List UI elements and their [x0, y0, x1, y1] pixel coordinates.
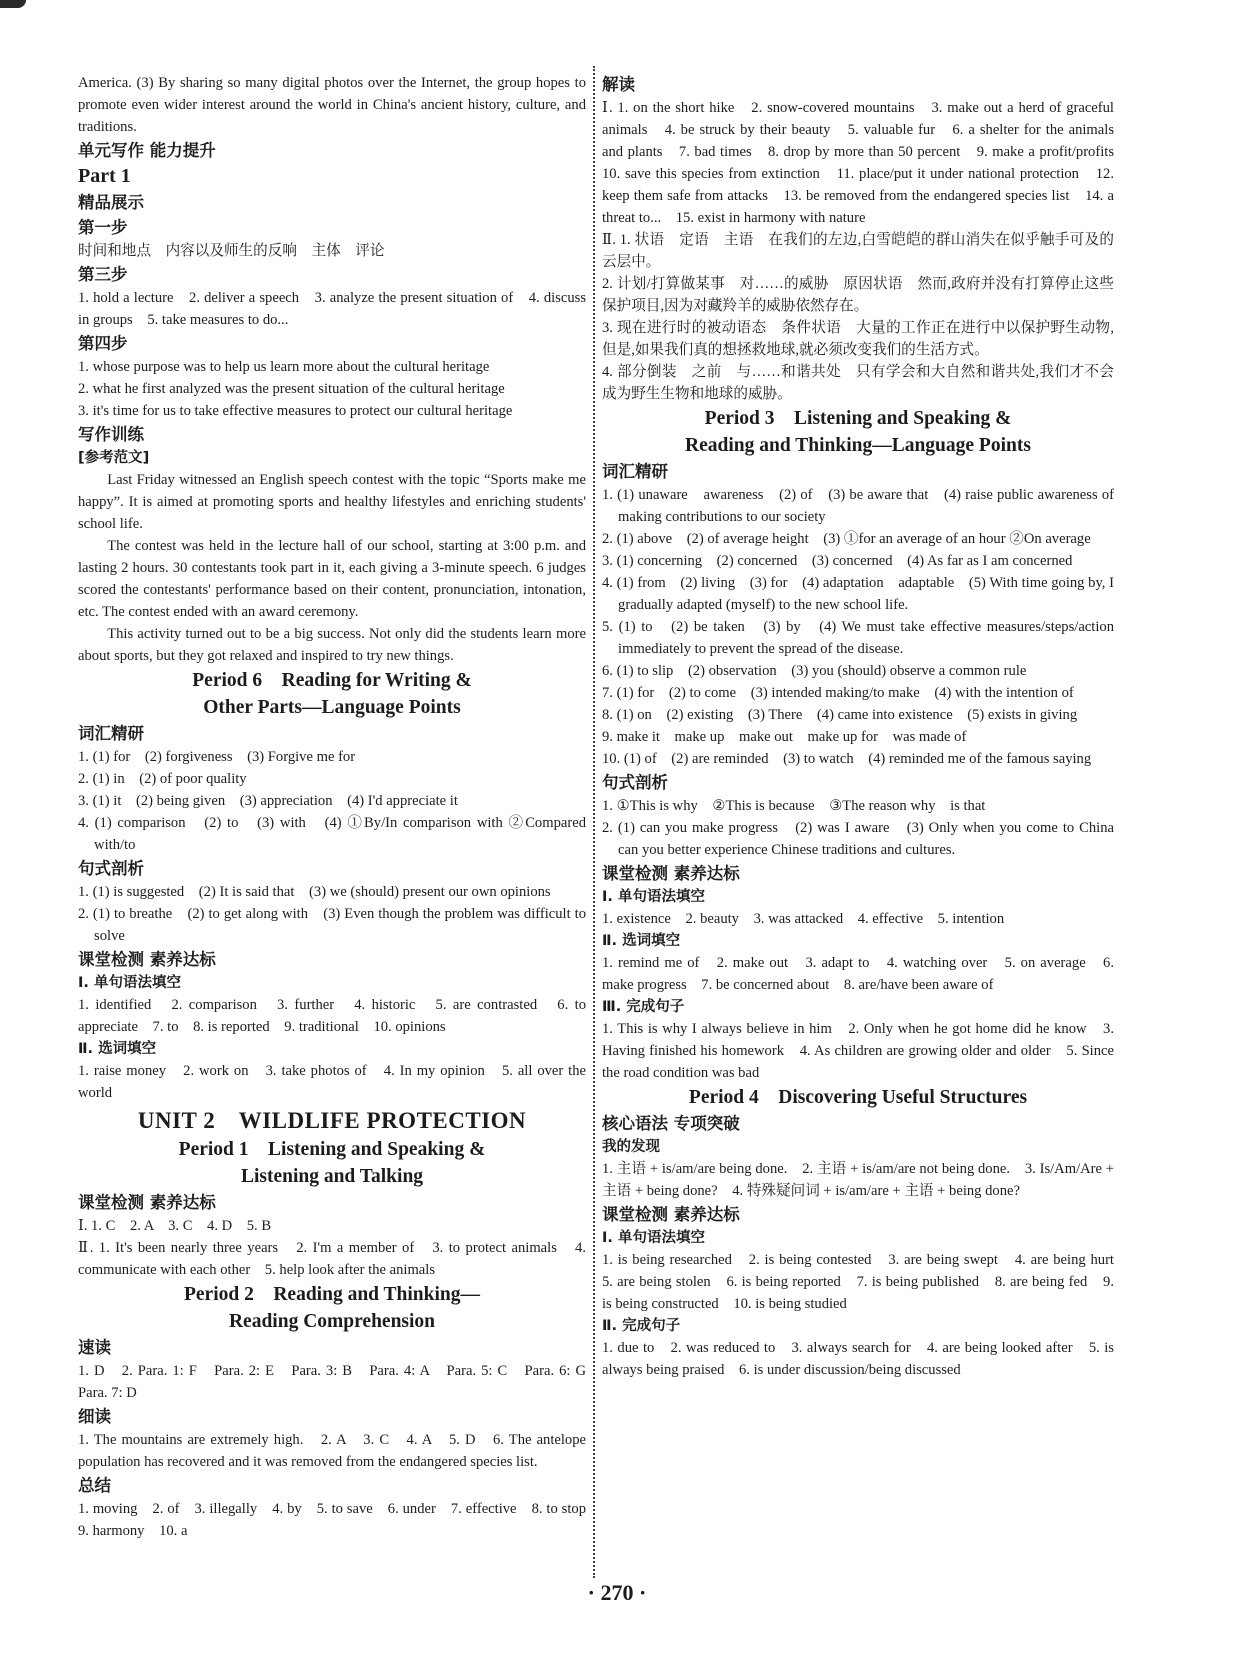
section-heading: 第一步 [78, 218, 128, 237]
paragraph: 4. 部分倒装 之前 与……和谐共处 只有学会和大自然和谐共处,我们才不会成为野生生物和地球的威胁。 [602, 364, 1114, 402]
section-heading: 课堂检测 素养达标 [602, 1205, 740, 1224]
paragraph: 1. whose purpose was to help us learn more about the cultural heritage [78, 359, 490, 375]
section-heading: 总结 [78, 1476, 111, 1495]
section-heading: 细读 [78, 1407, 111, 1426]
paragraph: 2. 计划/打算做某事 对……的威胁 原因状语 然而,政府并没有打算停止这些保护项目,因为对藏羚羊的威胁依然存在。 [602, 276, 1114, 314]
period-title: Period 4 Discovering Useful Structures [688, 1087, 1028, 1108]
paragraph: 1. D 2. Para. 1: F Para. 2: E Para. 3: B Para. 4: A Para. 5: C Para. 6: G Para. 7: D [78, 1363, 601, 1401]
section-heading: 词汇精研 [78, 724, 144, 743]
paragraph: 1. This is why I always believe in him 2. Only when he got home did he know 3. Having finished his homework 4. As children are growing older and older 5. Since the road condition was bad [602, 1021, 1114, 1081]
paragraph: 1. existence 2. beauty 3. was attacked 4. effective 5. intention [602, 911, 1005, 927]
subsection-heading: Ⅰ. 单句语法填空 [602, 889, 705, 905]
paragraph: Ⅱ. 1. 状语 定语 主语 在我们的左边,白雪皑皑的群山消失在似乎触手可及的云层中。 [602, 232, 1114, 270]
paragraph: Last Friday witnessed an English speech contest with the topic “Sports make me happy”. It is aimed at promoting sports and healthy lifestyles and enriching students' school life. [78, 472, 586, 532]
answer-item: 2. (1) can you make progress (2) was I aware (3) Only when you come to China can you better experience Chinese traditions and cultures. [602, 820, 1114, 858]
section-heading: 课堂检测 素养达标 [602, 864, 740, 883]
answer-item: 6. (1) to slip (2) observation (3) you (should) observe a common rule [602, 663, 1027, 679]
subsection-heading: 我的发现 [602, 1139, 660, 1155]
paragraph: 1. 主语 + is/am/are being done. 2. 主语 + is/am/are not being done. 3. Is/Am/Are + 主语 + being done? 4. 特殊疑问词 + is/am/are + 主语 + being done? [602, 1161, 1114, 1199]
answer-item: 9. make it make up make out make up for was made of [602, 729, 967, 745]
section-heading: 句式剖析 [78, 859, 144, 878]
right-column [602, 72, 1129, 1381]
paragraph: 1. raise money 2. work on 3. take photos of 4. In my opinion 5. all over the world [78, 1063, 586, 1101]
period-title: Other Parts—Language Points [203, 697, 461, 718]
paragraph: 2. what he first analyzed was the present situation of the cultural heritage [78, 381, 505, 397]
column-divider [593, 66, 595, 1578]
answer-item: 3. (1) concerning (2) concerned (3) concerned (4) As far as I am concerned [602, 553, 1073, 569]
paragraph: 时间和地点 内容以及师生的反响 主体 评论 [78, 243, 385, 259]
answer-item: 2. (1) above (2) of average height (3) ①for an average of an hour ②On average [602, 531, 1091, 547]
paragraph: America. (3) By sharing so many digital photos over the Internet, the group hopes to promote even wider interest around the world in China's ancient history, culture, and traditions. [78, 75, 586, 135]
subsection-heading: [参考范文] [78, 450, 150, 466]
answer-item: 1. (1) unaware awareness (2) of (3) be aware that (4) raise public awareness of making contributions to our society [602, 487, 1114, 525]
section-heading: 核心语法 专项突破 [602, 1114, 740, 1133]
subsection-heading: Ⅲ. 完成句子 [602, 999, 685, 1015]
section-heading: 单元写作 能力提升 [78, 141, 216, 160]
answer-item: 8. (1) on (2) existing (3) There (4) came into existence (5) exists in giving [602, 707, 1078, 723]
period-title: Listening and Talking [240, 1166, 424, 1187]
paragraph: 1. moving 2. of 3. illegally 4. by 5. to save 6. under 7. effective 8. to stop 9. harmony 10. a [78, 1501, 601, 1539]
section-heading: 词汇精研 [602, 462, 668, 481]
paragraph: Ⅰ. 1. C 2. A 3. C 4. D 5. B [78, 1218, 272, 1234]
answer-item: 2. (1) to breathe (2) to get along with (3) Even though the problem was difficult to solve [78, 906, 586, 944]
section-heading: 课堂检测 素养达标 [78, 1193, 216, 1212]
paragraph: 1. due to 2. was reduced to 3. always search for 4. are being looked after 5. is always being praised 6. is under discussion/being discussed [602, 1340, 1114, 1378]
subsection-heading: Ⅱ. 选词填空 [78, 1041, 157, 1057]
paragraph: The contest was held in the lecture hall of our school, starting at 3:00 p.m. and lasting 2 hours. 30 contestants took part in it, each giving a 3-minute speech. 6 judges scored the contestants' performance based on their content, pronunciation, intonation, etc. The contest ended with an award ceremony. [78, 538, 586, 620]
part-heading: Part 1 [78, 165, 131, 187]
paragraph: Ⅱ. 1. It's been nearly three years 2. I'm a member of 3. to protect animals 4. communicate with each other 5. help look after the animals [78, 1240, 586, 1278]
subsection-heading: Ⅰ. 单句语法填空 [602, 1230, 705, 1246]
unit-title: UNIT 2 WILDLIFE PROTECTION [137, 1108, 527, 1133]
paragraph: 1. The mountains are extremely high. 2. A 3. C 4. A 5. D 6. The antelope population has recovered and it was removed from the endangered species list. [78, 1432, 586, 1470]
paragraph: Ⅰ. 1. on the short hike 2. snow-covered mountains 3. make out a herd of graceful animals 4. be struck by their beauty 5. valuable fur 6. a shelter for the animals and plants 7. bad times 8. drop by more than 50 percent 9. make a profit/profits 10. save this species from extinction 11. place/put it under national protection 12. keep them safe from attacks 13. be removed from the endangered species list 14. a threat to... 15. exist in harmony with nature [602, 100, 1129, 226]
answer-item: 1. (1) for (2) forgiveness (3) Forgive me for [78, 749, 356, 765]
scan-corner-mark [0, 0, 26, 8]
section-heading: 课堂检测 素养达标 [78, 950, 216, 969]
period-title: Period 1 Listening and Speaking & [178, 1139, 486, 1160]
left-column [78, 72, 601, 1542]
answer-item: 7. (1) for (2) to come (3) intended making/to make (4) with the intention of [602, 685, 1074, 701]
section-heading: 解读 [602, 75, 635, 94]
paragraph: 3. it's time for us to take effective measures to protect our cultural heritage [78, 403, 513, 419]
answer-item: 1. (1) is suggested (2) It is said that (3) we (should) present our own opinions [78, 884, 551, 900]
section-heading: 写作训练 [78, 425, 144, 444]
subsection-heading: Ⅱ. 完成句子 [602, 1318, 681, 1334]
section-heading: 速读 [78, 1338, 111, 1357]
answer-item: 4. (1) comparison (2) to (3) with (4) ①By/In comparison with ②Compared with/to [78, 815, 586, 853]
section-heading: 第四步 [78, 334, 128, 353]
answer-item: 5. (1) to (2) be taken (3) by (4) We must take effective measures/steps/action immediately to prevent the spread of the disease. [602, 619, 1114, 657]
subsection-heading: Ⅰ. 单句语法填空 [78, 975, 181, 991]
paragraph: This activity turned out to be a big success. Not only did the students learn more about sports, but they got relaxed and inspired to try new things. [78, 626, 586, 664]
section-heading: 第三步 [78, 265, 128, 284]
paragraph: 3. 现在进行时的被动语态 条件状语 大量的工作正在进行中以保护野生动物,但是,如果我们真的想拯救地球,就必须改变我们的生活方式。 [602, 320, 1114, 358]
period-title: Period 3 Listening and Speaking & [704, 408, 1012, 429]
paragraph: 1. hold a lecture 2. deliver a speech 3. analyze the present situation of 4. discuss in groups 5. take measures to do... [78, 290, 586, 328]
answer-item: 3. (1) it (2) being given (3) appreciation (4) I'd appreciate it [78, 793, 458, 809]
paragraph: 1. is being researched 2. is being contested 3. are being swept 4. are being hurt 5. are being stolen 6. is being reported 7. is being published 8. are being fed 9. is being constructed 10. is being studied [602, 1252, 1129, 1312]
paragraph: 1. remind me of 2. make out 3. adapt to 4. watching over 5. on average 6. make progress 7. be concerned about 8. are/have been aware of [602, 955, 1114, 993]
period-title: Reading and Thinking—Language Points [685, 435, 1031, 456]
paragraph: 1. identified 2. comparison 3. further 4. historic 5. are contrasted 6. to appreciate 7. to 8. is reported 9. traditional 10. opinions [78, 997, 586, 1035]
period-title: Reading Comprehension [228, 1311, 436, 1332]
subsection-heading: Ⅱ. 选词填空 [602, 933, 681, 949]
section-heading: 句式剖析 [602, 773, 668, 792]
answer-item: 4. (1) from (2) living (3) for (4) adaptation adaptable (5) With time going by, I gradually adapted (myself) to the new school life. [602, 575, 1114, 613]
answer-item: 10. (1) of (2) are reminded (3) to watch (4) reminded me of the famous saying [602, 751, 1092, 767]
section-heading: 精品展示 [78, 193, 144, 212]
answer-item: 1. ①This is why ②This is because ③The reason why is that [602, 798, 986, 814]
period-title: Period 6 Reading for Writing & [192, 670, 472, 691]
answer-item: 2. (1) in (2) of poor quality [78, 771, 247, 787]
page-number: · 270 · [587, 1580, 647, 1605]
period-title: Period 2 Reading and Thinking— [183, 1284, 480, 1305]
